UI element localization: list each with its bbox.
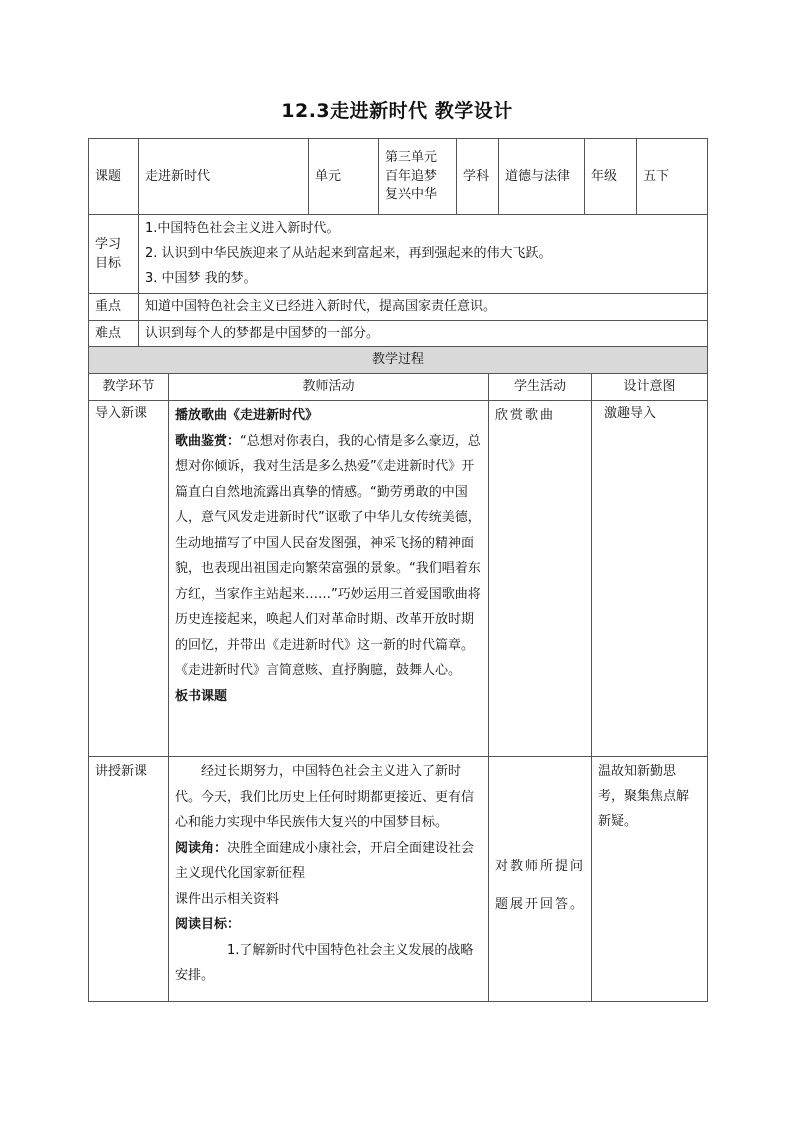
- header-teacher: 教师活动: [169, 374, 489, 401]
- subject-value: 道德与法律: [499, 139, 585, 215]
- goal-item: 1.中国特色社会主义进入新时代。: [145, 221, 340, 236]
- reading-text: 决胜全面建成小康社会，开启全面建设社会主义现代化国家新征程: [175, 840, 475, 881]
- unit-line: 第三单元: [385, 150, 438, 166]
- intent-new: 温故知新勤思考，聚集焦点解新疑。: [592, 757, 708, 1002]
- header-student: 学生活动: [489, 374, 592, 401]
- info-table: [88, 138, 708, 347]
- goal-label: 阅读目标：: [175, 917, 241, 932]
- unit-line: 百年追梦: [385, 168, 438, 184]
- goals-list: [139, 215, 708, 294]
- header-stage: 教学环节: [89, 374, 169, 401]
- stage-new: 讲授新课: [89, 757, 169, 1002]
- intent-intro: 激趣导入: [592, 401, 708, 757]
- unit-value: [379, 139, 457, 215]
- goals-label-line: 学习: [95, 236, 122, 252]
- topic-label: 课题: [89, 139, 139, 215]
- goal-item: 3. 中国梦 我的梦。: [145, 271, 257, 286]
- courseware-line: 课件出示相关资料: [175, 891, 280, 907]
- appreciation-text: “总想对你表白，我的心情是多么豪迈，总想对你倾诉，我对生活是多么热爱”《走进新时代》开篇直白自然地流露出真挚的情感。“勤劳勇敢的中国人，意气风发走进新时代”讴歌了中华儿女传统美德，生动地描写了中国人民奋发图强，神采飞扬的精神面貌，也表现出祖国走向繁荣富强的景象。“我们唱着东方红，当家作主站起来……”巧妙运用三首爱国歌曲将历史连接起来，唤起人们对革命时期、改革开放时期的回忆，并带出《走进新时代》这一新的时代篇章。《走进新时代》言简意赅、直抒胸臆，鼓舞人心。: [175, 433, 481, 678]
- unit-line: 复兴中华: [385, 187, 438, 203]
- unit-label: 单元: [309, 139, 379, 215]
- teacher-new: [169, 757, 489, 1002]
- process-table: [88, 346, 708, 1002]
- process-section-title: 教学过程: [89, 347, 708, 374]
- goal-item: 2. 认识到中华民族迎来了从站起来到富起来，再到强起来的伟大飞跃。: [145, 246, 552, 261]
- goals-label: [89, 215, 139, 294]
- goal-item-new: 1.了解新时代中国特色社会主义发展的战略安排。: [175, 942, 474, 983]
- student-new: 对教师所提问题展开回答。: [489, 757, 592, 1002]
- header-intent: 设计意图: [592, 374, 708, 401]
- board-line: 板书课题: [175, 688, 228, 704]
- difficulty-label: 难点: [89, 321, 139, 347]
- difficulty-value: 认识到每个人的梦都是中国梦的一部分。: [139, 321, 708, 347]
- new-para1: 经过长期努力，中国特色社会主义进入了新时代。今天，我们比历史上任何时期都更接近、更有信心和能力实现中华民族伟大复兴的中国梦目标。: [175, 764, 475, 830]
- goals-label-line: 目标: [95, 255, 122, 271]
- reading-label: 阅读角：: [175, 840, 228, 856]
- key-value: 知道中国特色社会主义已经进入新时代，提高国家责任意识。: [139, 294, 708, 321]
- key-label: 重点: [89, 294, 139, 321]
- subject-label: 学科: [457, 139, 499, 215]
- grade-value: 五下: [637, 139, 708, 215]
- appreciation-label: 歌曲鉴赏：: [175, 433, 241, 449]
- stage-intro: 导入新课: [89, 401, 169, 757]
- song-line: 播放歌曲《走进新时代》: [175, 408, 319, 423]
- page-title: 12.3走进新时代 教学设计: [281, 100, 513, 122]
- teacher-intro: [169, 401, 489, 757]
- student-intro: 欣赏歌曲: [489, 401, 592, 757]
- grade-label: 年级: [585, 139, 637, 215]
- topic-value: 走进新时代: [139, 139, 309, 215]
